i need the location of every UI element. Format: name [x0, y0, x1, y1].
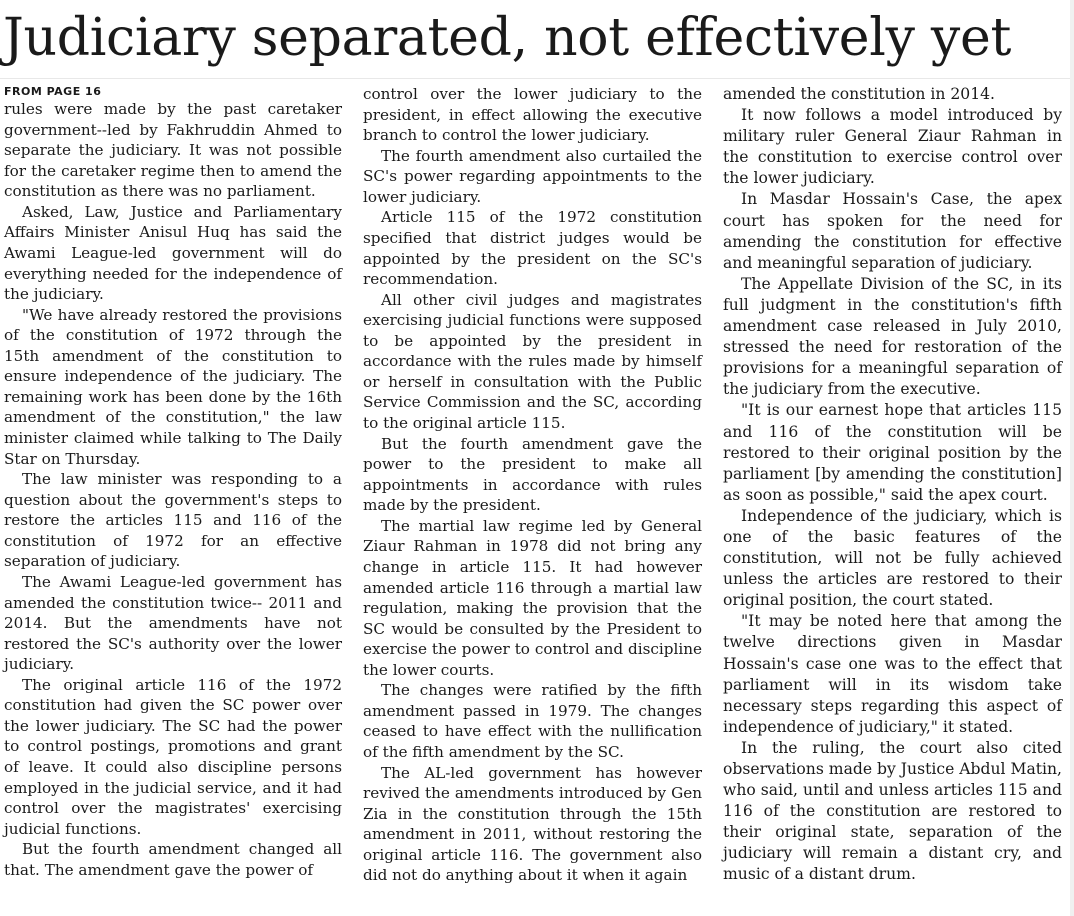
paragraph: "We have already restored the provisions of the constitution of 1972 through the 15th amendment of the constitution to ensure independence of the judiciary. The remaining work has been done by the 16th amendment of the constitution," the law minister claimed while talking to The Daily Star on Thursday. — [4, 305, 342, 468]
paragraph: The AL-led government has however revived the amendments introduced by Gen Zia in the constitution through the 15th amendment in 2011, without restoring the original article 116. The government also did not do anything about it when it again — [363, 763, 702, 885]
paragraph: It now follows a model introduced by military ruler General Ziaur Rahman in the constitution to exercise control over the lower judiciary. — [723, 106, 1062, 188]
paragraph: The Appellate Division of the SC, in its full judgment in the constitution's fifth amendment case released in July 2010, stressed the need for restoration of the provisions for a meaningful separation of the judiciary from the executive. — [723, 274, 1062, 399]
paragraph: The martial law regime led by General Ziaur Rahman in 1978 did not bring any change in article 115. It had however amended article 116 through a martial law regulation, making the provision that the SC would be consulted by the President to exercise the power to control and discipline the lower courts. — [363, 516, 702, 679]
headline-rule — [0, 78, 1074, 79]
article-column-3 — [723, 84, 1062, 886]
paragraph: "It is our earnest hope that articles 115 and 116 of the constitution will be restored to their original position by the parliament [by amending the constitution] as soon as possible," said the apex court. — [723, 401, 1062, 504]
paragraph: All other civil judges and magistrates exercising judicial functions were supposed to be appointed by the president in accordance with the rules made by himself or herself in consultation with the Public Service Commission and the SC, according to the original article 115. — [363, 290, 702, 432]
paragraph: But the fourth amendment changed all that. The amendment gave the power of — [4, 840, 342, 879]
paragraph: The changes were ratified by the fifth amendment passed in 1979. The changes ceased to have effect with the nullification of the fifth amendment by the SC. — [363, 681, 702, 761]
paragraph: control over the lower judiciary to the president, in effect allowing the executive branch to control the lower judiciary. — [363, 85, 702, 145]
paragraph: In the ruling, the court also cited observations made by Justice Abdul Matin, who said, until and unless articles 115 and 116 of the constitution are restored to their original state, separation of the judiciary will remain a distant cry, and music of a distant drum. — [723, 738, 1063, 884]
headline: Judiciary separated, not effectively yet — [3, 8, 1012, 68]
paragraph: Asked, Law, Justice and Parliamentary Affairs Minister Anisul Huq has said the Awami League-led government will do everything needed for the independence of the judiciary. — [4, 202, 342, 304]
paragraph: Independence of the judiciary, which is one of the basic features of the constitution, will not be fully achieved unless the articles are restored to their original position, the court stated. — [723, 506, 1062, 610]
paragraph: rules were made by the past caretaker government--led by Fakhruddin Ahmed to separate the judiciary. It was not possible for the caretaker regime then to amend the constitution as there was no parliament. — [4, 100, 342, 201]
paragraph: amended the constitution in 2014. — [723, 85, 995, 103]
paragraph: Article 115 of the 1972 constitution specified that district judges would be appointed by the president on the SC's recommendation. — [363, 208, 702, 289]
paragraph: The fourth amendment also curtailed the SC's power regarding appointments to the lower judiciary. — [363, 146, 702, 206]
paragraph: The original article 116 of the 1972 constitution had given the SC power over the lower judiciary. The SC had the power to control postings, promotions and grant of leave. It could also discipline persons employed in the judicial service, and it had control over the magistrates' exercising judicial functions. — [4, 675, 342, 838]
article-column-2 — [363, 84, 702, 886]
paragraph: "It may be noted here that among the twelve directions given in Masdar Hossain's case one was to the effect that parliament will in its wisdom take necessary steps regarding this aspect of independence of judiciary," it stated. — [723, 612, 1062, 736]
article-column-1 — [4, 84, 342, 880]
paragraph: The Awami League-led government has amended the constitution twice-- 2011 and 2014. But the amendments have not restored the SC's authority over the lower judiciary. — [4, 572, 342, 674]
page-edge — [1070, 0, 1074, 916]
paragraph: The law minister was responding to a question about the government's steps to restore the articles 115 and 116 of the constitution of 1972 for an effective separation of judiciary. — [4, 470, 342, 571]
paragraph: But the fourth amendment gave the power to the president to make all appointments in accordance with rules made by the president. — [363, 434, 702, 515]
paragraph: In Masdar Hossain's Case, the apex court has spoken for the need for amending the constitution for effective and meaningful separation of judiciary. — [723, 190, 1062, 272]
from-page-label: FROM PAGE 16 — [4, 85, 102, 98]
